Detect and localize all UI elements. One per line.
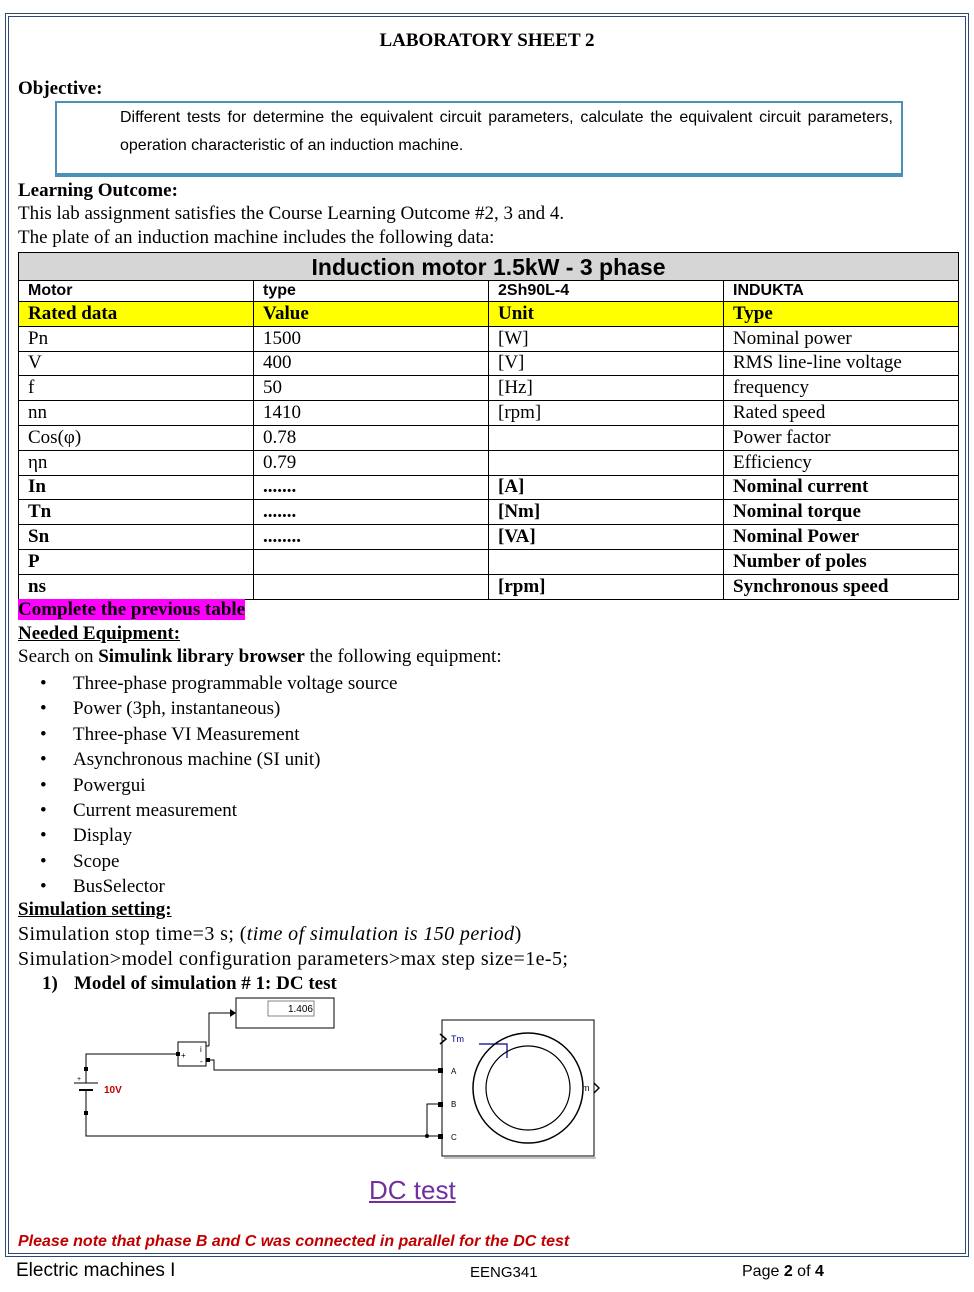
table-cell: ....... xyxy=(254,500,489,525)
table-cell: INDUKTA xyxy=(724,281,959,302)
sim-italic-text: time of simulation is 150 period xyxy=(246,923,515,945)
objective-heading: Objective: xyxy=(18,78,103,99)
list-item: • Three-phase VI Measurement xyxy=(40,722,397,747)
table-cell: 400 xyxy=(254,351,489,376)
table-row xyxy=(19,549,959,574)
table-cell: [V] xyxy=(489,351,724,376)
output-port-icon xyxy=(594,1083,599,1093)
table-row xyxy=(19,475,959,500)
footer-course-name: Electric machines I xyxy=(16,1260,176,1281)
table-cell: nn xyxy=(19,401,254,426)
model-title: Model of simulation # 1: DC test xyxy=(74,973,337,994)
equipment-intro xyxy=(18,646,502,668)
table-cell: ηn xyxy=(19,450,254,475)
table-cell: Nominal torque xyxy=(724,500,959,525)
footer-page-number xyxy=(742,1263,824,1281)
table-cell xyxy=(489,425,724,450)
table-row xyxy=(19,525,959,550)
meas-i-label: i xyxy=(200,1045,202,1054)
model-number: 1) xyxy=(42,973,58,994)
intro-text: Search on xyxy=(18,646,99,667)
dc-test-simulink-diagram xyxy=(60,996,620,1166)
asynchronous-machine-block[interactable] xyxy=(442,1020,594,1156)
table-cell: [rpm] xyxy=(489,401,724,426)
list-item: • Powergui xyxy=(40,773,397,798)
table-cell: [rpm] xyxy=(489,574,724,599)
complete-table-note xyxy=(18,599,245,621)
list-item: • Asynchronous machine (SI unit) xyxy=(40,747,397,772)
table-header-row xyxy=(19,281,959,302)
page-text: Page xyxy=(742,1263,784,1280)
footer-course-code: EENG341 xyxy=(470,1264,538,1281)
motor-plate-table xyxy=(18,252,959,600)
list-item: • BusSelector xyxy=(40,874,397,899)
table-cell: Rated data xyxy=(19,302,254,327)
list-item: • Current measurement xyxy=(40,798,397,823)
table-cell: Motor xyxy=(19,281,254,302)
intro-bold-text: Simulink library browser xyxy=(98,646,305,667)
table-cell: 1500 xyxy=(254,326,489,351)
table-row xyxy=(19,376,959,401)
page-current: 2 xyxy=(783,1263,793,1280)
table-subheader-row xyxy=(19,302,959,327)
table-cell: Sn xyxy=(19,525,254,550)
list-item: • Scope xyxy=(40,849,397,874)
highlighted-text: Complete the previous table xyxy=(18,599,246,620)
port-square xyxy=(84,1067,88,1071)
table-row xyxy=(19,500,959,525)
port-b-label: B xyxy=(451,1100,457,1109)
table-cell: [A] xyxy=(489,475,724,500)
port-square xyxy=(438,1102,443,1107)
table-cell: Rated speed xyxy=(724,401,959,426)
page-total: 4 xyxy=(814,1263,824,1280)
page-title: LABORATORY SHEET 2 xyxy=(379,30,595,51)
table-row xyxy=(19,425,959,450)
table-cell: Power factor xyxy=(724,425,959,450)
table-cell: Type xyxy=(724,302,959,327)
table-cell: Efficiency xyxy=(724,450,959,475)
table-cell: RMS line-line voltage xyxy=(724,351,959,376)
table-cell: ns xyxy=(19,574,254,599)
table-cell: Value xyxy=(254,302,489,327)
arrow-icon xyxy=(230,1009,236,1017)
table-cell: Synchronous speed xyxy=(724,574,959,599)
port-tm-label: Tm xyxy=(451,1034,464,1044)
list-item: • Three-phase programmable voltage source xyxy=(40,671,397,696)
wire xyxy=(86,1112,438,1136)
table-row xyxy=(19,326,959,351)
intro-text: the following equipment: xyxy=(304,646,502,667)
table-cell: Nominal current xyxy=(724,475,959,500)
wire xyxy=(86,1054,178,1072)
plus-label: + xyxy=(181,1051,186,1060)
table-cell xyxy=(254,549,489,574)
simulation-heading: Simulation setting: xyxy=(18,899,172,920)
table-caption: Induction motor 1.5kW - 3 phase xyxy=(19,253,959,281)
table-cell: Unit xyxy=(489,302,724,327)
table-cell: Number of poles xyxy=(724,549,959,574)
phase-connection-note: Please note that phase B and C was connected in parallel for the DC test xyxy=(18,1233,570,1250)
port-a-label: A xyxy=(451,1067,457,1076)
table-cell: [Nm] xyxy=(489,500,724,525)
table-cell: Nominal Power xyxy=(724,525,959,550)
table-cell: [W] xyxy=(489,326,724,351)
table-cell: 1410 xyxy=(254,401,489,426)
table-cell: P xyxy=(19,549,254,574)
table-cell: 0.79 xyxy=(254,450,489,475)
minus-label: - xyxy=(200,1057,203,1066)
junction xyxy=(425,1134,429,1138)
equipment-list xyxy=(40,671,397,900)
port-m-label: m xyxy=(582,1083,590,1093)
table-row xyxy=(19,401,959,426)
dc-test-link[interactable]: DC test xyxy=(369,1175,456,1205)
table-cell: Tn xyxy=(19,500,254,525)
table-cell: Cos(φ) xyxy=(19,425,254,450)
page-text: of xyxy=(792,1263,815,1280)
plus-label: + xyxy=(77,1076,82,1083)
table-cell: ....... xyxy=(254,475,489,500)
port-square xyxy=(84,1111,88,1115)
port-square xyxy=(438,1068,443,1073)
table-cell: type xyxy=(254,281,489,302)
signal-line xyxy=(209,1013,230,1030)
port-square xyxy=(176,1052,180,1056)
table-cell xyxy=(489,549,724,574)
table-row xyxy=(19,450,959,475)
sim-text: ) xyxy=(514,923,522,945)
simulation-stop-time xyxy=(18,923,522,946)
objective-text: Different tests for determine the equivalent circuit parameters, calculate the equivalent circuit parameters, operation characteristic of an induction machine. xyxy=(120,109,893,154)
table-cell: 0.78 xyxy=(254,425,489,450)
list-item: • Power (3ph, instantaneous) xyxy=(40,696,397,721)
table-cell: V xyxy=(19,351,254,376)
table-cell: f xyxy=(19,376,254,401)
table-cell: 50 xyxy=(254,376,489,401)
table-cell: Pn xyxy=(19,326,254,351)
list-item: • Display xyxy=(40,823,397,848)
table-cell: 2Sh90L-4 xyxy=(489,281,724,302)
wire xyxy=(427,1104,438,1136)
table-cell xyxy=(489,450,724,475)
equipment-heading: Needed Equipment: xyxy=(18,623,181,644)
table-cell xyxy=(254,574,489,599)
port-c-label: C xyxy=(451,1133,457,1142)
table-cell: ........ xyxy=(254,525,489,550)
sim-text: Simulation stop time=3 s; ( xyxy=(18,923,247,945)
table-cell: Nominal power xyxy=(724,326,959,351)
table-cell: [VA] xyxy=(489,525,724,550)
wire xyxy=(208,1060,438,1070)
table-cell: In xyxy=(19,475,254,500)
plate-intro-text: The plate of an induction machine includes the following data: xyxy=(18,227,495,248)
port-square xyxy=(438,1134,443,1139)
simulation-config: Simulation>model configuration parameters>max step size=1e-5; xyxy=(18,948,569,970)
display-value: 1.406 xyxy=(287,1004,313,1015)
source-voltage-label: 10V xyxy=(104,1085,122,1096)
table-row xyxy=(19,351,959,376)
learning-outcome-text: This lab assignment satisfies the Course Learning Outcome #2, 3 and 4. xyxy=(18,203,565,224)
learning-outcome-heading: Learning Outcome: xyxy=(18,180,178,201)
table-caption-row xyxy=(19,253,959,281)
table-cell: [Hz] xyxy=(489,376,724,401)
table-cell: frequency xyxy=(724,376,959,401)
port-square xyxy=(206,1058,210,1062)
table-row xyxy=(19,574,959,599)
